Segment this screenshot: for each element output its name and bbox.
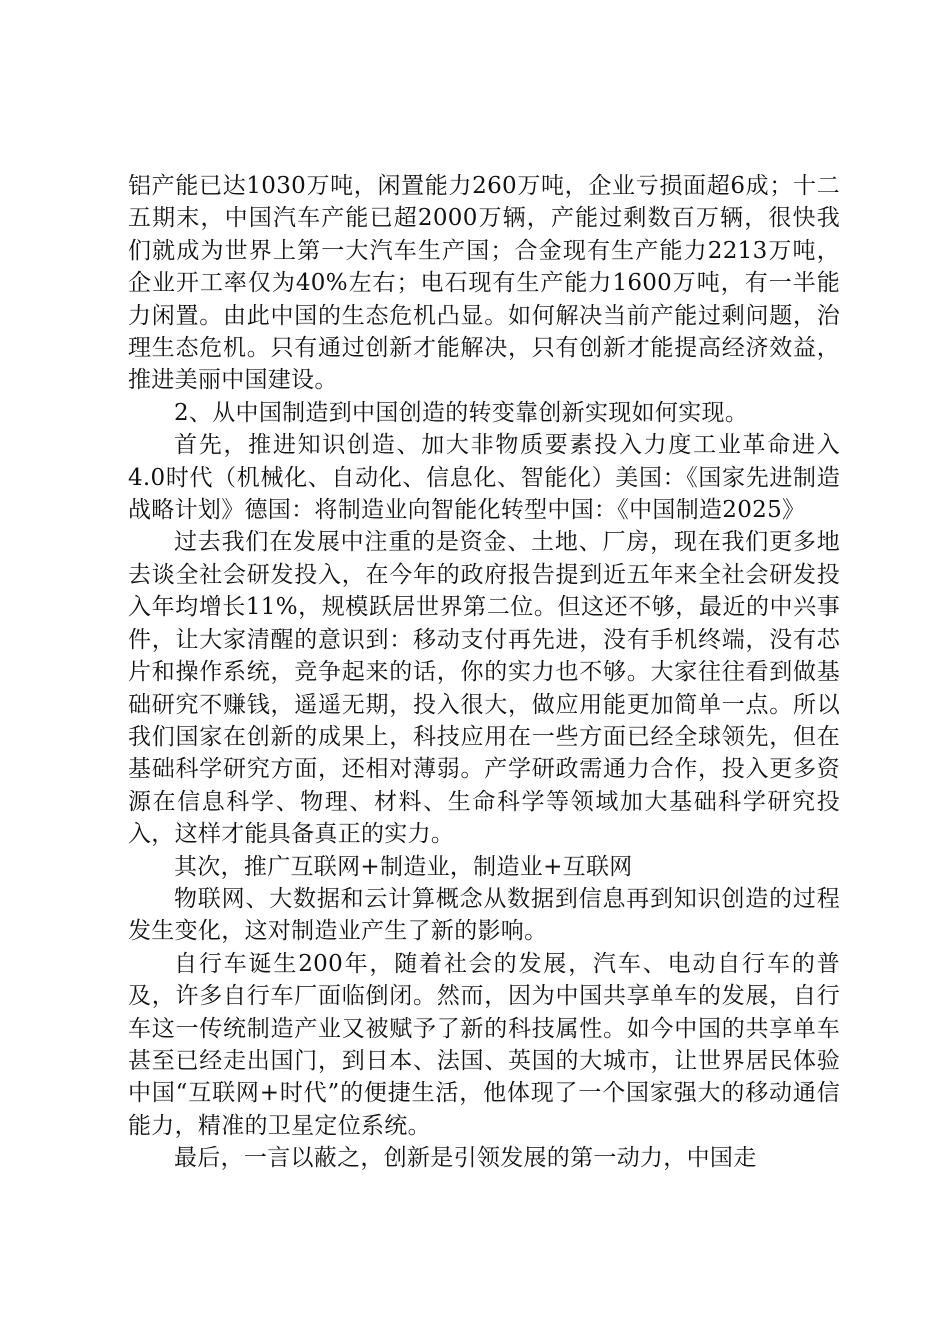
document-body bbox=[128, 170, 840, 1175]
paragraph-4: 过去我们在发展中注重的是资金、土地、厂房，现在我们更多地去谈全社会研发投入，在今年的政府报告提到近五年来全社会研发投入年均增长11%，规模跃居世界第二位。但这还不够，最近的中兴事件，让大家清醒的意识到：移动支付再先进，没有手机终端，没有芯片和操作系统，竞争起来的话，你的实力也不够。大家往往看到做基础研究不赚钱，遥遥无期，投入很大，做应用能更加简单一点。所以我们国家在创新的成果上，科技应用在一些方面已经全球领先，但在基础科学研究方面，还相对薄弱。产学研政需通力合作，投入更多资源在信息科学、物理、材料、生命科学等领域加大基础科学研究投入，这样才能具备真正的实力。 bbox=[128, 529, 840, 848]
paragraph-7: 自行车诞生200年，随着社会的发展，汽车、电动自行车的普及，许多自行车厂面临倒闭。然而，因为中国共享单车的发展，自行车这一传统制造产业又被赋予了新的科技属性。如今中国的共享单车甚至已经走出国门，到日本、法国、英国的大城市，让世界居民体验中国“互联网+时代”的便捷生活，他体现了一个国家强大的移动通信能力，精准的卫星定位系统。 bbox=[128, 950, 840, 1139]
paragraph-3: 首先，推进知识创造、加大非物质要素投入力度工业革命进入4.0时代（机械化、自动化、信息化、智能化）美国：《国家先进制造战略计划》德国：将制造业向智能化转型中国：《中国制造2025》 bbox=[128, 432, 840, 524]
paragraph-2: 2、从中国制造到中国创造的转变靠创新实现如何实现。 bbox=[174, 399, 749, 426]
paragraph-1: 铝产能已达1030万吨，闲置能力260万吨，企业亏损面超6成；十二五期末，中国汽车产能已超2000万辆，产能过剩数百万辆，很快我们就成为世界上第一大汽车生产国；合金现有生产能力2213万吨，企业开工率仅为40%左右；电石现有生产能力1600万吨，有一半能力闲置。由此中国的生态危机凸显。如何解决当前产能过剩问题，治理生态危机。只有通过创新才能解决，只有创新才能提高经济效益，推进美丽中国建设。 bbox=[128, 173, 840, 394]
paragraph-8: 最后，一言以蔽之，创新是引领发展的第一动力，中国走 bbox=[174, 1145, 757, 1172]
paragraph-6: 物联网、大数据和云计算概念从数据到信息再到知识创造的过程发生变化，这对制造业产生了新的影响。 bbox=[128, 885, 840, 945]
paragraph-5: 其次，推广互联网+制造业，制造业+互联网 bbox=[174, 853, 633, 880]
